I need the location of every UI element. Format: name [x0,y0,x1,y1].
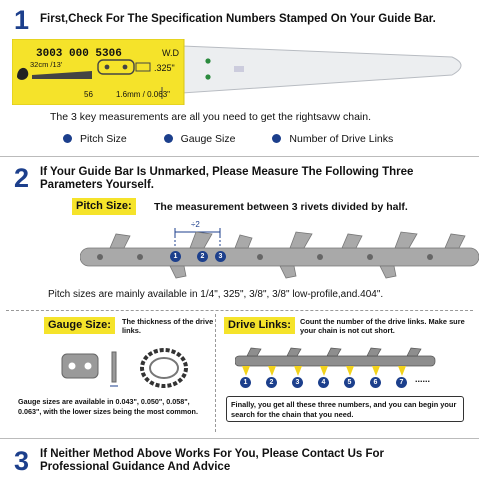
link-number-5: 5 [344,377,355,388]
rivet-number-3: 3 [215,251,226,262]
divide-label: ÷2 [191,220,200,229]
link-number-6: 6 [370,377,381,388]
step-2-number: 2 [14,163,30,193]
stamp-length: 32cm /13' [30,60,63,69]
link-number-2: 2 [266,377,277,388]
chain-loop-image [136,344,192,392]
vertical-divider [215,314,216,432]
pitch-description: The measurement between 3 rivets divided by half. [154,201,408,213]
drive-link-image [60,348,130,388]
guide-bar-image [12,39,474,105]
list-item-gauge: Gauge Size [164,133,236,145]
drive-links-label: Drive Links: [224,317,295,334]
gauge-description: The thickness of the drive links. [122,317,214,335]
stamp-drive-links: 56 [84,90,93,99]
list-item-drive-links: Number of Drive Links [272,133,393,145]
bullet-icon [272,134,281,143]
step-3-number: 3 [14,446,30,476]
stamp-pitch: .325" [154,63,175,73]
rivet-number-2: 2 [197,251,208,262]
pitch-size-label: Pitch Size: [72,198,136,215]
link-number-7: 7 [396,377,407,388]
divider [0,438,479,439]
bullet-icon [63,134,72,143]
chain-image [80,218,479,282]
link-ellipsis: ...... [415,374,431,384]
step-2-heading: If Your Guide Bar Is Unmarked, Please Measure The Following Three Parameters Yourself. [40,166,414,191]
stamp-part-number: 3003 000 5306 [36,48,122,60]
pitch-sizes-text: Pitch sizes are mainly available in 1/4", 325", 3/8", 3/8" low-profile,and.404". [48,289,384,300]
step-1-number: 1 [14,5,30,35]
dashed-divider [6,310,473,311]
gauge-size-label: Gauge Size: [44,317,115,334]
link-number-1: 1 [240,377,251,388]
measurement-list [63,133,393,145]
drive-links-description: Count the number of the drive links. Make sure your chain is not cut short. [300,317,465,335]
bullet-icon [164,134,173,143]
drive-link-chain-image [235,346,470,392]
stamp-code: W.D [162,48,179,58]
final-note-box [226,396,464,422]
step-3-heading: If Neither Method Above Works For You, Please Contact Us For Professional Guidance And Advice [40,448,384,473]
step-1-heading: First,Check For The Specification Numbers Stamped On Your Guide Bar. [40,13,436,25]
rivet-number-1: 1 [170,251,181,262]
link-number-3: 3 [292,377,303,388]
final-note: Finally, you get all these three numbers, and you can begin your search for the chain that you need. [231,400,457,419]
link-number-4: 4 [318,377,329,388]
list-item-pitch: Pitch Size [63,133,127,145]
stamp-gauge: 1.6mm / 0.063" [116,90,170,99]
step-1-description: The 3 key measurements are all you need to get the rightsavw chain. [50,111,372,123]
gauge-note: Gauge sizes are available in 0.043", 0.050", 0.058", 0.063", with the lower sizes being the most common. [18,397,198,416]
divider [0,156,479,157]
